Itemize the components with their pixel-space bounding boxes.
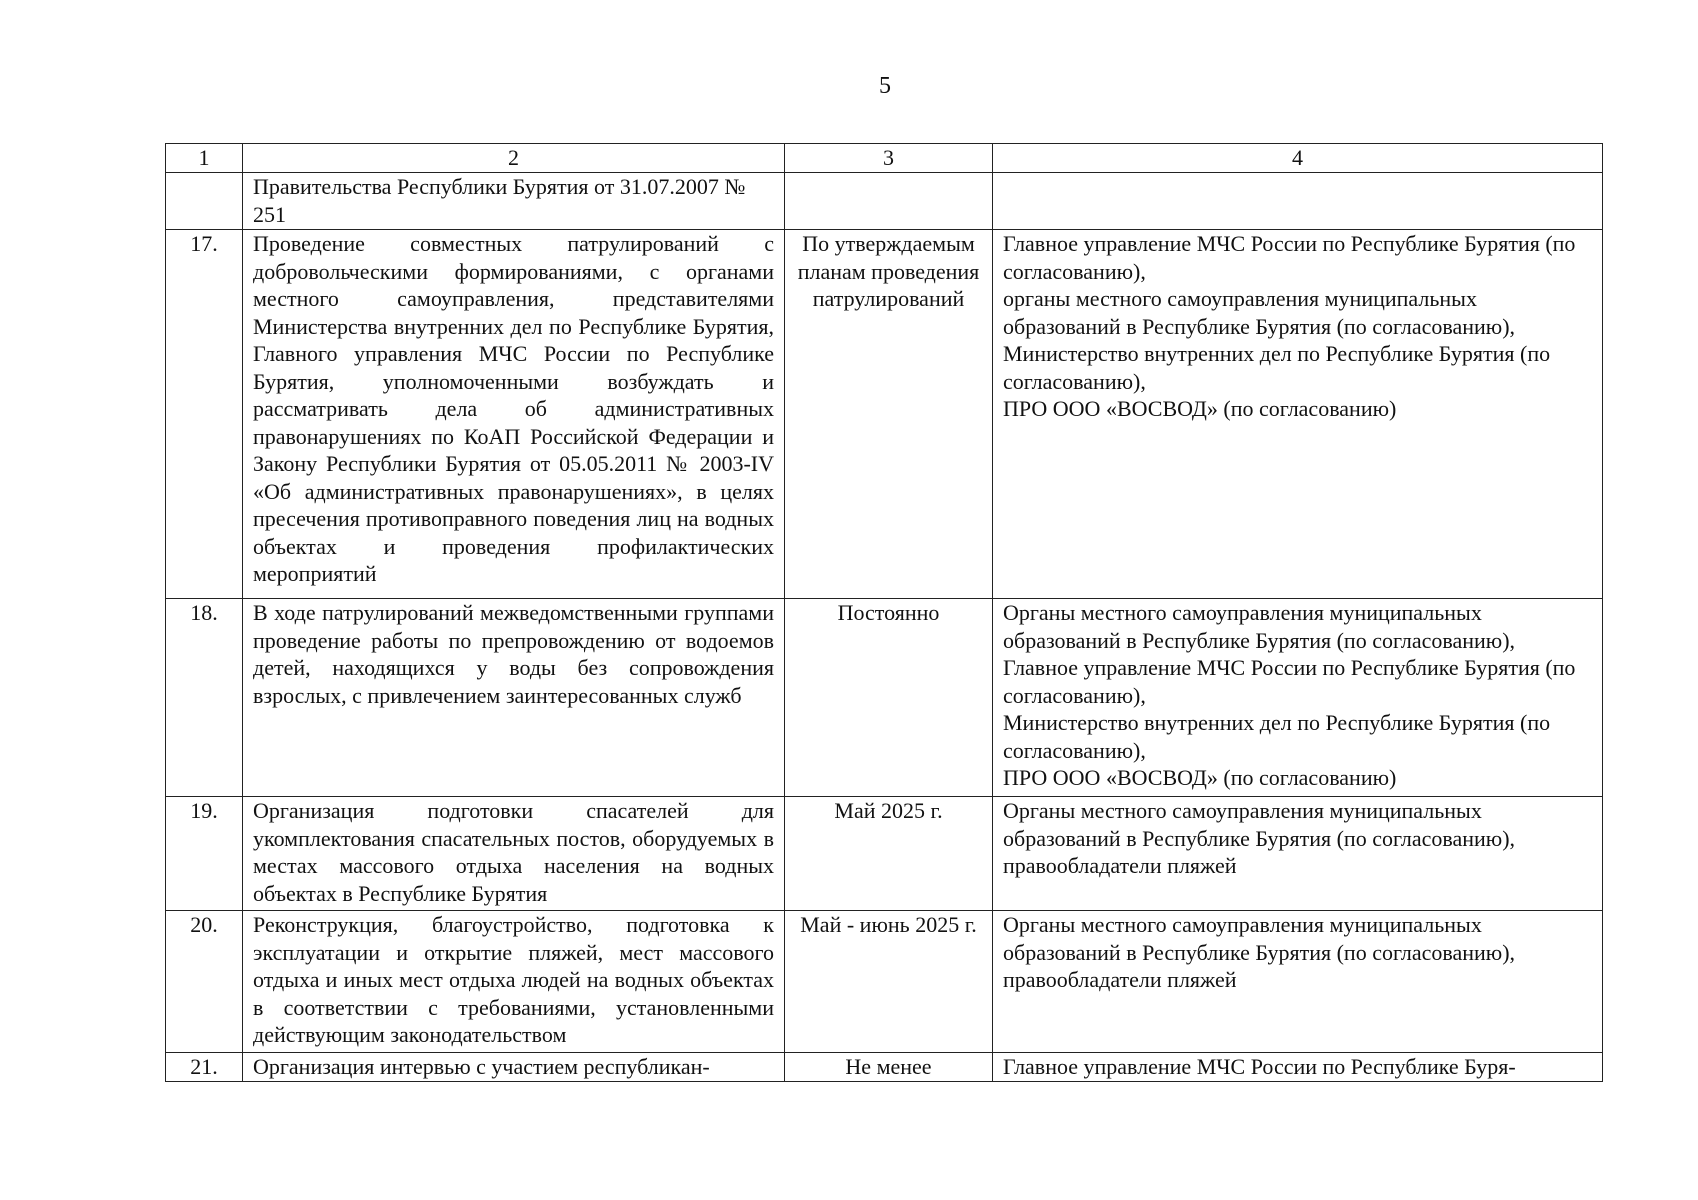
responsible-line: Главное управление МЧС России по Республике Бурятия (по согласованию), [1003,655,1576,708]
table-row [166,173,1603,230]
row-number [166,173,243,230]
table-row [166,230,1603,599]
row-description: Организация интервью с участием республикан- [243,1053,785,1082]
table-row [166,1053,1603,1082]
row-number: 19. [166,797,243,911]
row-term [785,173,993,230]
page-number: 5 [879,73,891,99]
table-row [166,797,1603,911]
row-responsible [993,599,1603,797]
row-number: 20. [166,911,243,1053]
row-number: 18. [166,599,243,797]
row-number: 21. [166,1053,243,1082]
responsible-line: ПРО ООО «ВОСВОД» (по согласованию) [1003,396,1397,421]
responsible-line: Главное управление МЧС России по Республике Бурятия (по согласованию), [1003,231,1576,284]
row-term: По утверждаемым планам проведения патрулирований [785,230,993,599]
row-description: Организация подготовки спасателей для укомплектования спасательных постов, оборудуемых в местах массового отдыха населения на водных объектах в Республике Бурятия [243,797,785,911]
row-responsible [993,230,1603,599]
row-description: Реконструкция, благоустройство, подготовка к эксплуатации и открытие пляжей, мест массового отдыха и иных мест отдыха людей на водных объектах в соответствии с требованиями, установленными действующим законодательством [243,911,785,1053]
responsible-line: органы местного самоуправления муниципальных образований в Республике Бурятия (по согласованию), [1003,286,1516,339]
table-row [166,599,1603,797]
row-number: 17. [166,230,243,599]
row-description: Проведение совместных патрулирований с добровольческими формированиями, с органами местного самоуправления, представителями Министерства внутренних дел по Республике Бурятия, Главного управления МЧС России по Республике Бурятия, уполномоченными возбуждать и рассматривать дела об административных правонарушениях по КоАП Российской Федерации и Закону Республики Бурятия от 05.05.2011 № 2003-IV «Об административных правонарушениях», в целях пресечения противоправного поведения лиц на водных объектах и проведения профилактических мероприятий [243,230,785,599]
row-responsible [993,911,1603,1053]
responsible-line: Органы местного самоуправления муниципальных образований в Республике Бурятия (по согласованию), [1003,798,1516,851]
responsible-line: Органы местного самоуправления муниципальных образований в Республике Бурятия (по согласованию), [1003,600,1516,653]
responsible-line: ПРО ООО «ВОСВОД» (по согласованию) [1003,765,1397,790]
column-header-4: 4 [993,144,1603,173]
responsible-line: правообладатели пляжей [1003,967,1237,992]
column-header-3: 3 [785,144,993,173]
row-responsible [993,1053,1603,1082]
table-row [166,911,1603,1053]
responsible-line: Органы местного самоуправления муниципальных образований в Республике Бурятия (по согласованию), [1003,912,1516,965]
row-term: Май 2025 г. [785,797,993,911]
row-term: Постоянно [785,599,993,797]
row-description: Правительства Республики Бурятия от 31.07.2007 № 251 [243,173,785,230]
row-responsible [993,173,1603,230]
responsible-line: Министерство внутренних дел по Республике Бурятия (по согласованию), [1003,341,1551,394]
column-header-2: 2 [243,144,785,173]
table-header-row [166,144,1603,173]
responsible-line: Главное управление МЧС России по Республике Буря- [1003,1054,1516,1079]
responsible-line: правообладатели пляжей [1003,853,1237,878]
row-responsible [993,797,1603,911]
row-term: Май - июнь 2025 г. [785,911,993,1053]
column-header-1: 1 [166,144,243,173]
row-term: Не менее [785,1053,993,1082]
row-description: В ходе патрулирований межведомственными группами проведение работы по препровождению от водоемов детей, находящихся у воды без сопровождения взрослых, с привлечением заинтересованных служб [243,599,785,797]
responsible-line: Министерство внутренних дел по Республике Бурятия (по согласованию), [1003,710,1551,763]
measures-table [165,143,1603,1082]
